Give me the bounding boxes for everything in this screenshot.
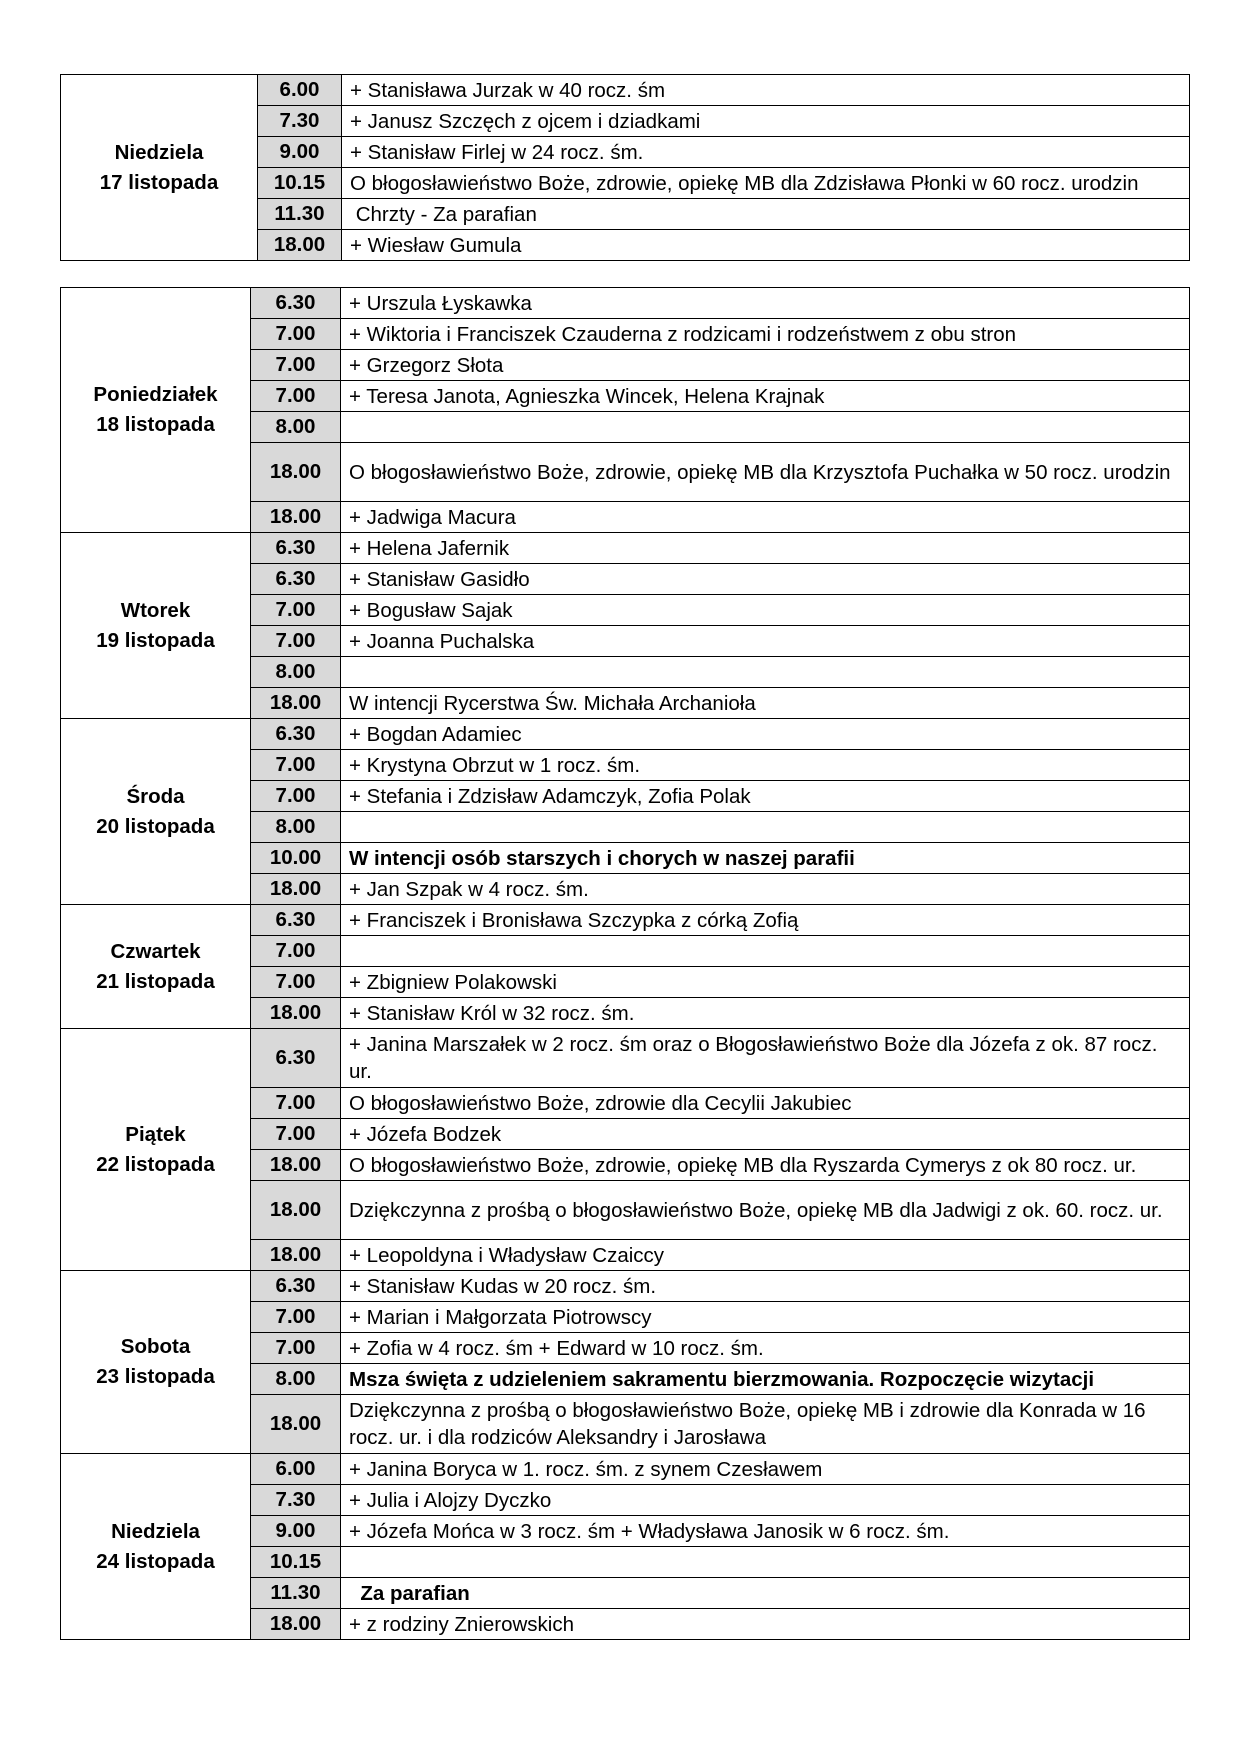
day-block (61, 905, 1190, 1029)
mass-intention: + Józefa Mońca w 3 rocz. śm + Władysława Janosik w 6 rocz. śm. (341, 1516, 1190, 1547)
mass-time: 18.00 (251, 998, 341, 1029)
mass-time: 18.00 (258, 230, 342, 261)
schedule-table-2 (60, 287, 1190, 1640)
mass-time: 6.30 (251, 533, 341, 564)
day-label (61, 1029, 251, 1271)
mass-intention: O błogosławieństwo Boże, zdrowie dla Cecylii Jakubiec (341, 1088, 1190, 1119)
day-label (61, 719, 251, 905)
mass-time: 10.15 (258, 168, 342, 199)
day-date: 21 listopada (96, 969, 215, 993)
mass-time: 18.00 (251, 443, 341, 502)
mass-time: 11.30 (258, 199, 342, 230)
mass-row (61, 719, 1190, 750)
mass-intention: W intencji osób starszych i chorych w naszej parafii (341, 843, 1190, 874)
mass-intention: + Stanisław Firlej w 24 rocz. śm. (342, 137, 1190, 168)
mass-time: 6.30 (251, 905, 341, 936)
mass-time: 7.30 (251, 1485, 341, 1516)
mass-time: 10.00 (251, 843, 341, 874)
mass-intention: + z rodziny Znierowskich (341, 1609, 1190, 1640)
mass-time: 7.00 (251, 936, 341, 967)
mass-time: 6.30 (251, 1029, 341, 1088)
mass-time: 7.00 (251, 1302, 341, 1333)
mass-intention (341, 1547, 1190, 1578)
day-block (61, 75, 1190, 261)
mass-time: 18.00 (251, 1150, 341, 1181)
day-label (61, 1271, 251, 1454)
mass-time: 7.00 (251, 350, 341, 381)
mass-time: 8.00 (251, 657, 341, 688)
day-label (61, 288, 251, 533)
mass-intention: + Grzegorz Słota (341, 350, 1190, 381)
day-name: Piątek (125, 1122, 186, 1146)
mass-intention: + Wiesław Gumula (342, 230, 1190, 261)
mass-time: 7.00 (251, 1119, 341, 1150)
mass-intention: + Krystyna Obrzut w 1 rocz. śm. (341, 750, 1190, 781)
mass-intention: + Leopoldyna i Władysław Czaiccy (341, 1240, 1190, 1271)
mass-time: 6.30 (251, 1271, 341, 1302)
mass-row (61, 288, 1190, 319)
mass-intention: + Franciszek i Bronisława Szczypka z córką Zofią (341, 905, 1190, 936)
mass-intention: + Józefa Bodzek (341, 1119, 1190, 1150)
mass-time: 8.00 (251, 412, 341, 443)
day-date: 19 listopada (96, 628, 215, 652)
mass-time: 6.00 (251, 1454, 341, 1485)
mass-intention: O błogosławieństwo Boże, zdrowie, opiekę MB dla Ryszarda Cymerys z ok 80 rocz. ur. (341, 1150, 1190, 1181)
mass-time: 11.30 (251, 1578, 341, 1609)
mass-intention: W intencji Rycerstwa Św. Michała Archanioła (341, 688, 1190, 719)
day-block (61, 1029, 1190, 1271)
day-date: 20 listopada (96, 814, 215, 838)
mass-intention: + Helena Jafernik (341, 533, 1190, 564)
mass-time: 7.00 (251, 626, 341, 657)
day-date: 18 listopada (96, 413, 215, 436)
mass-time: 10.15 (251, 1547, 341, 1578)
mass-time: 8.00 (251, 1364, 341, 1395)
day-label (61, 75, 258, 261)
mass-intention: + Janusz Szczęch z ojcem i dziadkami (342, 106, 1190, 137)
mass-time: 6.30 (251, 288, 341, 319)
mass-intention (341, 812, 1190, 843)
mass-intention: + Zbigniew Polakowski (341, 967, 1190, 998)
mass-intention: + Stanisława Jurzak w 40 rocz. śm (342, 75, 1190, 106)
mass-intention: + Janina Boryca w 1. rocz. śm. z synem Czesławem (341, 1454, 1190, 1485)
mass-intention: + Stefania i Zdzisław Adamczyk, Zofia Polak (341, 781, 1190, 812)
mass-time: 18.00 (251, 1181, 341, 1240)
day-label (61, 1454, 251, 1640)
mass-row (61, 905, 1190, 936)
schedule-table-1 (60, 74, 1190, 261)
mass-time: 18.00 (251, 1609, 341, 1640)
day-name: Wtorek (120, 598, 191, 622)
day-block (61, 1454, 1190, 1640)
mass-intention: + Stanisław Gasidło (341, 564, 1190, 595)
mass-row (61, 1454, 1190, 1485)
mass-row (61, 1271, 1190, 1302)
mass-intention: Za parafian (341, 1578, 1190, 1609)
day-date: 23 listopada (96, 1365, 215, 1388)
mass-time: 7.00 (251, 967, 341, 998)
mass-row (61, 75, 1190, 106)
mass-row (61, 533, 1190, 564)
day-block (61, 533, 1190, 719)
mass-intention: Dziękczynna z prośbą o błogosławieństwo Boże, opiekę MB i zdrowie dla Konrada w 16 rocz. ur. i dla rodziców Aleksandry i Jarosława (341, 1395, 1190, 1454)
mass-intention: + Jan Szpak w 4 rocz. śm. (341, 874, 1190, 905)
mass-row (61, 1029, 1190, 1088)
day-name: Niedziela (111, 1519, 200, 1543)
mass-intention (341, 412, 1190, 443)
mass-intention: Chrzty - Za parafian (342, 199, 1190, 230)
mass-time: 7.00 (251, 1088, 341, 1119)
mass-time: 18.00 (251, 1395, 341, 1454)
mass-intention: + Joanna Puchalska (341, 626, 1190, 657)
day-name: Czwartek (110, 939, 201, 963)
mass-time: 7.30 (258, 106, 342, 137)
mass-intention: O błogosławieństwo Boże, zdrowie, opiekę MB dla Zdzisława Płonki w 60 rocz. urodzin (342, 168, 1190, 199)
mass-time: 7.00 (251, 319, 341, 350)
mass-time: 18.00 (251, 688, 341, 719)
mass-time: 7.00 (251, 381, 341, 412)
mass-intention: + Bogusław Sajak (341, 595, 1190, 626)
mass-time: 9.00 (251, 1516, 341, 1547)
mass-intention: Dziękczynna z prośbą o błogosławieństwo Boże, opiekę MB dla Jadwigi z ok. 60. rocz. ur. (341, 1181, 1190, 1240)
mass-time: 18.00 (251, 502, 341, 533)
mass-intention: + Marian i Małgorzata Piotrowscy (341, 1302, 1190, 1333)
mass-intention: + Wiktoria i Franciszek Czauderna z rodzicami i rodzeństwem z obu stron (341, 319, 1190, 350)
mass-time: 7.00 (251, 1333, 341, 1364)
day-block (61, 1271, 1190, 1454)
day-block (61, 719, 1190, 905)
day-label (61, 533, 251, 719)
mass-intention (341, 657, 1190, 688)
mass-intention: + Jadwiga Macura (341, 502, 1190, 533)
mass-time: 6.30 (251, 719, 341, 750)
day-name: Poniedziałek (93, 383, 218, 406)
mass-intention: + Bogdan Adamiec (341, 719, 1190, 750)
mass-intention: + Stanisław Król w 32 rocz. śm. (341, 998, 1190, 1029)
mass-intention: + Zofia w 4 rocz. śm + Edward w 10 rocz. śm. (341, 1333, 1190, 1364)
mass-intention: + Julia i Alojzy Dyczko (341, 1485, 1190, 1516)
mass-intention: + Teresa Janota, Agnieszka Wincek, Helena Krajnak (341, 381, 1190, 412)
mass-time: 9.00 (258, 137, 342, 168)
day-name: Sobota (120, 1335, 191, 1358)
mass-intention: + Urszula Łyskawka (341, 288, 1190, 319)
day-date: 17 listopada (99, 170, 219, 194)
mass-intention (341, 936, 1190, 967)
day-name: Środa (126, 784, 185, 808)
day-date: 24 listopada (96, 1549, 215, 1573)
day-name: Niedziela (114, 140, 204, 164)
mass-time: 8.00 (251, 812, 341, 843)
mass-time: 18.00 (251, 874, 341, 905)
mass-time: 7.00 (251, 595, 341, 626)
mass-time: 7.00 (251, 781, 341, 812)
day-block (61, 288, 1190, 533)
day-date: 22 listopada (96, 1152, 215, 1176)
mass-intention: + Janina Marszałek w 2 rocz. śm oraz o Błogosławieństwo Boże dla Józefa z ok. 87 rocz. ur. (341, 1029, 1190, 1088)
mass-intention: O błogosławieństwo Boże, zdrowie, opiekę MB dla Krzysztofa Puchałka w 50 rocz. urodzin (341, 443, 1190, 502)
mass-time: 7.00 (251, 750, 341, 781)
mass-time: 6.00 (258, 75, 342, 106)
mass-time: 18.00 (251, 1240, 341, 1271)
mass-intention: + Stanisław Kudas w 20 rocz. śm. (341, 1271, 1190, 1302)
mass-intention: Msza święta z udzieleniem sakramentu bierzmowania. Rozpoczęcie wizytacji (341, 1364, 1190, 1395)
mass-time: 6.30 (251, 564, 341, 595)
day-label (61, 905, 251, 1029)
